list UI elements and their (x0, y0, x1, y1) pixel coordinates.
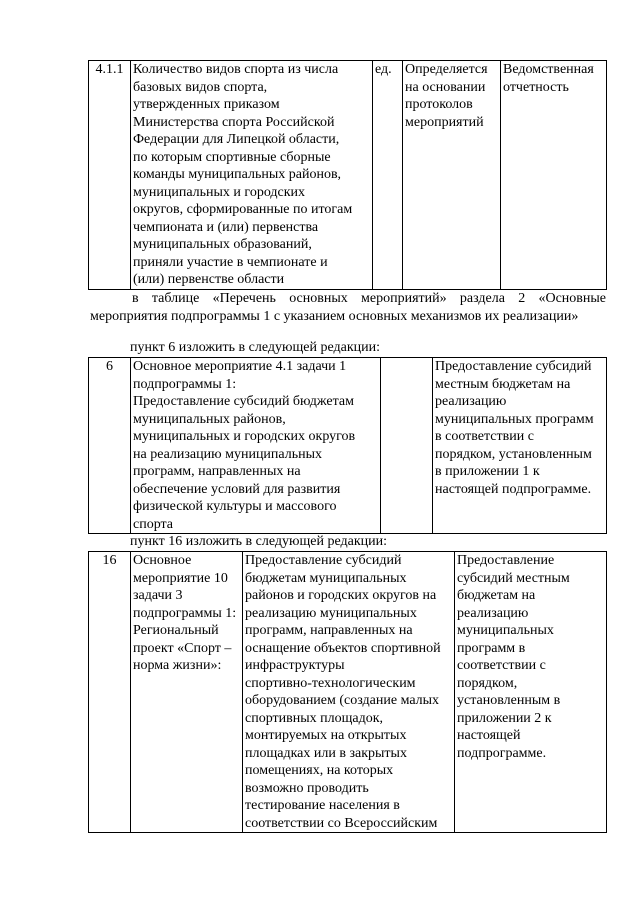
measures-table-item-16 (88, 551, 607, 833)
mechanism-cell: Предоставление субсидий местным бюджетам на реализацию муниципальных программ в соответствии с порядком, установленным в приложении 1 к настоящей подпрограмме. (433, 358, 607, 534)
measures-table-item-6 (88, 357, 607, 534)
measure-name: Основное мероприятие 4.1 задачи 1 подпрограммы 1: Предоставление субсидий бюджетам муниципальных районов, муниципальных и городских округов на реализацию муниципальных программ, направленных на обеспечение условий для развития физической культуры и массового спорта (131, 358, 381, 534)
table-row (89, 61, 607, 290)
method-cell: Определяется на основании протоколов мероприятий (403, 61, 501, 290)
indicator-table (88, 60, 607, 290)
mechanism-cell: Предоставление субсидий местным бюджетам на реализацию муниципальных программ в соответствии с порядком, установленным в приложении 2 к настоящей подпрограмме. (455, 552, 607, 833)
row-number: 16 (89, 552, 131, 833)
paragraph-table-reference: в таблице «Перечень основных мероприятий» раздела 2 «Основные мероприятия подпрограммы 1 с указанием основных механизмов их реализации» (90, 291, 606, 324)
measure-name: Основное мероприятие 10 задачи 3 подпрограммы 1: Региональный проект «Спорт – норма жизни»: (131, 552, 243, 833)
table-row (89, 358, 607, 534)
measure-description: Предоставление субсидий бюджетам муниципальных районов и городских округов на реализацию муниципальных программ, направленных на оснащение объектов спортивной инфраструктуры спортивно-технологическим оборудованием (создание малых спортивных площадок, монтируемых на открытых площадках или в закрытых помещениях, на которых возможно проводить тестирование населения в соответствии со Всероссийским (243, 552, 455, 833)
paragraph-item-6: пункт 6 изложить в следующей редакции: (130, 340, 380, 355)
empty-cell (381, 358, 433, 534)
indicator-name: Количество видов спорта из числа базовых видов спорта, утвержденных приказом Министерства спорта Российской Федерации для Липецкой области, по которым спортивные сборные команды муниципальных районов, муниципальных и городских округов, сформированные по итогам чемпионата и (или) первенства муниципальных образований, приняли участие в чемпионате и (или) первенстве области (131, 61, 373, 290)
row-number: 6 (89, 358, 131, 534)
unit-cell: ед. (373, 61, 403, 290)
paragraph-item-16: пункт 16 изложить в следующей редакции: (130, 534, 387, 549)
row-number: 4.1.1 (89, 61, 131, 290)
source-cell: Ведомственная отчетность (501, 61, 607, 290)
table-row (89, 552, 607, 833)
